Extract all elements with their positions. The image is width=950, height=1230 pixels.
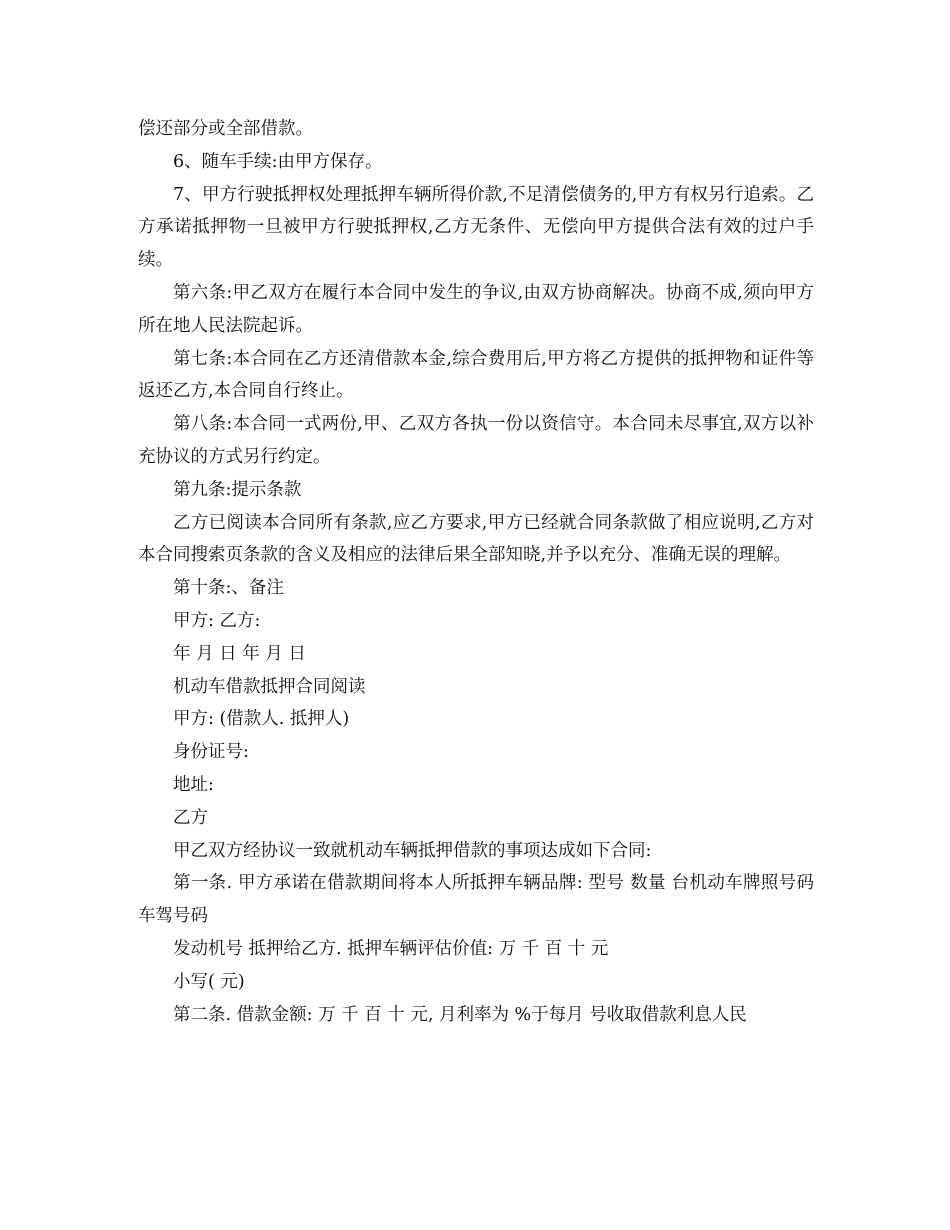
paragraph-item-6: 6、随车手续:由甲方保存。 [173, 151, 383, 172]
paragraph-article-8: 第八条:本合同一式两份,甲、乙双方各执一份以资信守。本合同未尽事宜,双方以补充协议的方式另行约定。 [138, 414, 814, 467]
signature-date-line: 年 月 日 年 月 日 [173, 643, 306, 664]
agreement-intro: 甲乙双方经协议一致就机动车辆抵押借款的事项达成如下合同: [173, 840, 652, 861]
paragraph-article-9-heading: 第九条:提示条款 [173, 479, 302, 500]
party-a-line: 甲方: (借款人. 抵押人) [173, 709, 350, 730]
paragraph-continuation: 偿还部分或全部借款。 [138, 119, 313, 139]
paragraph-article-7: 第七条:本合同在乙方还清借款本金,综合费用后,甲方将乙方提供的抵押物和证件等返还乙方,本合同自行终止。 [138, 348, 814, 402]
paragraph-article-2: 第二条. 借款金额: 万 千 百 十 元, 月利率为 %于每月 号收取借款利息人民 [173, 1004, 747, 1025]
paragraph-article-10: 第十条:、备注 [173, 578, 284, 599]
party-b-line: 乙方 [173, 807, 208, 828]
address-line: 地址: [173, 774, 214, 795]
paragraph-article-1: 第一条. 甲方承诺在借款期间将本人所抵押车辆品牌: 型号 数量 台机动车牌照号码 车驾号码 [138, 873, 820, 927]
paragraph-item-7: 7、甲方行驶抵押权处理抵押车辆所得价款,不足清偿债务的,甲方有权另行追索。乙方承诺抵押物一旦被甲方行驶抵押权,乙方无条件、无偿向甲方提供合法有效的过户手续。 [138, 184, 814, 271]
id-number-line: 身份证号: [173, 742, 249, 763]
document-body [138, 113, 820, 1031]
section-title: 机动车借款抵押合同阅读 [173, 676, 366, 697]
engine-number-line: 发动机号 抵押给乙方. 抵押车辆评估价值: 万 千 百 十 元 [173, 938, 609, 959]
paragraph-article-6: 第六条:甲乙双方在履行本合同中发生的争议,由双方协商解决。协商不成,须向甲方所在地人民法院起诉。 [138, 282, 814, 336]
paragraph-article-9-body: 乙方已阅读本合同所有条款,应乙方要求,甲方已经就合同条款做了相应说明,乙方对本合同搜索页条款的含义及相应的法律后果全部知晓,并予以充分、准确无误的理解。 [138, 512, 814, 566]
signature-parties-line: 甲方: 乙方: [173, 610, 261, 631]
amount-lowercase-line: 小写( 元) [173, 971, 245, 992]
